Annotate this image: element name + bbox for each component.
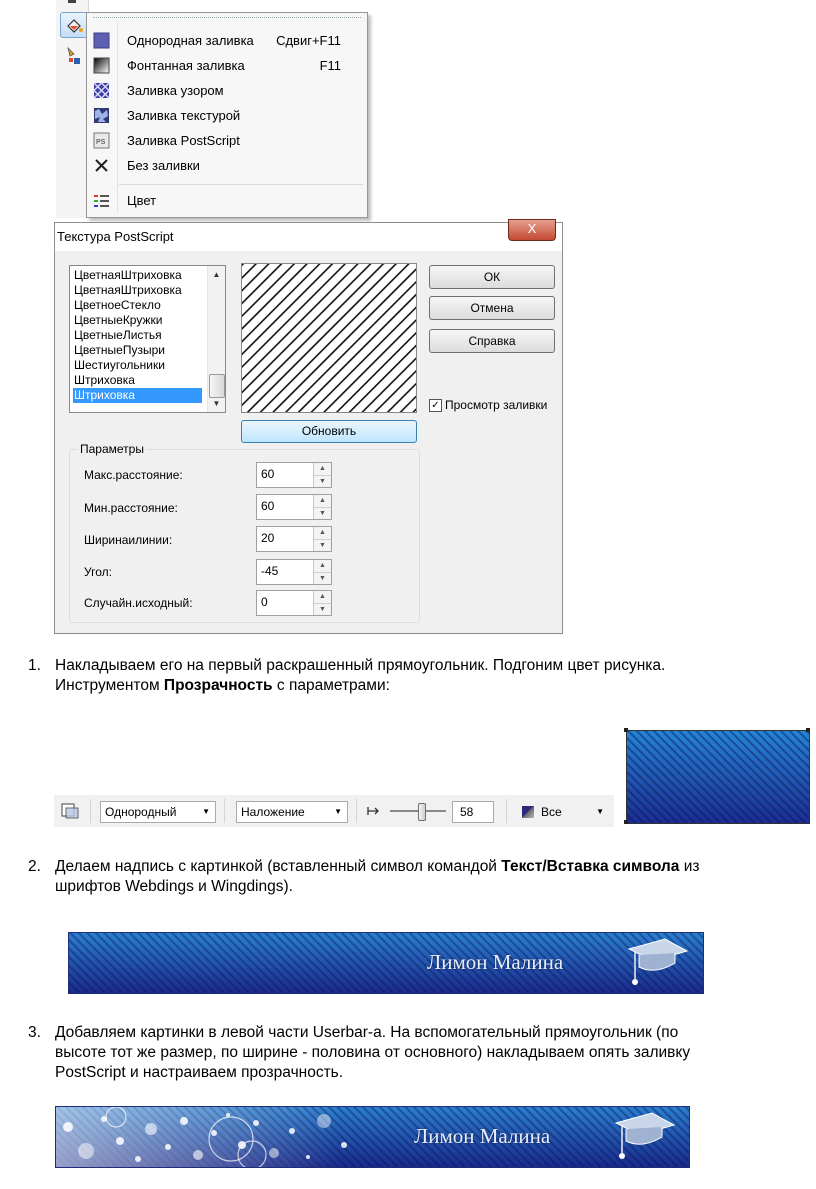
random-seed-input[interactable] — [256, 590, 332, 616]
userbar-with-bubbles — [55, 1106, 690, 1168]
input-value: 58 — [460, 805, 474, 819]
menu-item-texture-fill[interactable] — [87, 103, 367, 128]
text-run-bold: Текст/Вставка символа — [501, 858, 680, 875]
fountain-fill-icon — [93, 57, 110, 74]
menu-item-shortcut: F11 — [319, 58, 341, 73]
step-number: 1. — [28, 657, 41, 674]
preview-fill-label: Просмотр заливки — [445, 398, 548, 412]
text-run: PostScript и настраиваем прозрачность. — [55, 1064, 344, 1081]
list-item[interactable]: Шестиугольники — [74, 358, 165, 372]
dialog-titlebar — [55, 223, 562, 251]
striped-rectangle-preview[interactable] — [626, 730, 810, 824]
spin-up-icon[interactable]: ▲ — [319, 465, 326, 472]
graduation-cap-icon — [625, 935, 691, 991]
uniform-fill-icon — [93, 32, 110, 49]
step-text — [55, 1023, 816, 1083]
param-label-line-width: Ширинаилинии: — [84, 533, 173, 547]
menu-item-label: Без заливки — [127, 158, 200, 173]
scroll-up-icon[interactable]: ▲ — [212, 270, 221, 279]
text-run: высоте тот же размер, по ширине - половина от основного) накладываем опять заливку — [55, 1044, 691, 1061]
toolbar-separator — [90, 799, 91, 823]
transparency-tool-icon[interactable] — [60, 802, 80, 820]
list-item-selected[interactable]: Штриховка — [73, 388, 202, 403]
spin-value: 20 — [261, 531, 275, 545]
parameters-group — [69, 442, 420, 623]
userbar-text: Лимон Малина — [427, 950, 564, 974]
text-run: шрифтов Webdings и Wingdings). — [55, 878, 293, 895]
list-item[interactable]: ЦветныеКружки — [74, 313, 163, 327]
transparency-value-input[interactable] — [452, 801, 494, 823]
help-button[interactable]: Справка — [429, 329, 555, 353]
userbar-text: Лимон Малина — [414, 1124, 551, 1148]
selection-handle[interactable] — [624, 728, 628, 732]
texture-listbox[interactable] — [69, 265, 226, 413]
step-text — [55, 656, 816, 696]
chevron-down-icon: ▼ — [334, 807, 342, 816]
spin-value: -45 — [261, 564, 279, 578]
parameters-title: Параметры — [80, 442, 144, 456]
spin-buttons[interactable] — [313, 495, 331, 519]
menu-item-label: Заливка текстурой — [127, 108, 241, 123]
texture-preview — [241, 263, 417, 413]
toolbar-separator — [506, 799, 507, 823]
step-line — [55, 1063, 816, 1083]
slider-thumb[interactable] — [418, 803, 426, 821]
spin-value: 60 — [261, 499, 275, 513]
userbar-with-text — [68, 932, 704, 994]
no-fill-icon — [93, 157, 110, 174]
text-run: Делаем надпись с картинкой (вставленный символ командой — [55, 858, 502, 875]
step-text — [55, 857, 816, 897]
text-run: Добавляем картинки в левой части Userbar-а. На вспомогательный прямоугольник (по — [55, 1024, 679, 1041]
param-label-min-distance: Мин.расстояние: — [84, 501, 178, 515]
text-run: Накладываем его на первый раскрашенный прямоугольник. Подгоним цвет рисунка. — [55, 657, 666, 674]
list-item[interactable]: ЦветноеСтекло — [74, 298, 161, 312]
list-item[interactable]: ЦветнаяШтриховка — [74, 268, 182, 282]
postscript-fill-icon — [93, 132, 110, 149]
list-scrollbar[interactable] — [207, 266, 225, 412]
striped-rectangle-image — [627, 731, 809, 823]
spin-up-icon[interactable]: ▲ — [319, 593, 326, 600]
text-run: Инструментом — [55, 677, 164, 694]
list-item[interactable]: Штриховка — [74, 373, 135, 387]
ok-button[interactable]: ОК — [429, 265, 555, 289]
menu-item-color[interactable] — [87, 188, 367, 213]
selection-handle[interactable] — [624, 820, 628, 824]
fill-flyout-menu — [86, 12, 368, 218]
menu-item-postscript-fill[interactable] — [87, 128, 367, 153]
select-value: Наложение — [241, 805, 305, 819]
start-transparency-icon — [366, 803, 382, 819]
close-button[interactable] — [508, 219, 556, 241]
dialog-title: Текстура PostScript — [57, 229, 174, 244]
cancel-button[interactable]: Отмена — [429, 296, 555, 320]
transparency-mode-select[interactable] — [236, 801, 348, 823]
line-width-input[interactable] — [256, 526, 332, 552]
color-palette-icon — [93, 192, 110, 209]
menu-item-fountain-fill[interactable] — [87, 53, 367, 78]
spin-buttons[interactable] — [313, 463, 331, 487]
param-label-max-distance: Макс.расстояние: — [84, 468, 183, 482]
scroll-down-icon[interactable]: ▼ — [212, 399, 221, 408]
step-number: 3. — [28, 1024, 41, 1041]
menu-item-label: Заливка узором — [127, 83, 224, 98]
spin-down-icon[interactable]: ▼ — [314, 507, 331, 520]
text-run: с параметрами: — [272, 677, 390, 694]
hatch-preview-image — [242, 264, 416, 412]
menu-item-pattern-fill[interactable] — [87, 78, 367, 103]
pattern-fill-icon — [93, 82, 110, 99]
step-line — [55, 877, 816, 897]
spin-up-icon[interactable]: ▲ — [319, 497, 326, 504]
select-value: Все — [541, 805, 562, 819]
close-icon: X — [527, 221, 537, 236]
menu-item-no-fill[interactable] — [87, 153, 367, 178]
step-number: 2. — [28, 858, 41, 875]
target-all-icon — [521, 805, 535, 819]
transparency-slider[interactable] — [390, 801, 446, 821]
interactive-fill-tool[interactable] — [60, 44, 86, 68]
max-distance-input[interactable] — [256, 462, 332, 488]
menu-separator — [119, 184, 363, 185]
spin-down-icon[interactable]: ▼ — [314, 475, 331, 488]
list-item[interactable]: ЦветныеЛистья — [74, 328, 162, 342]
chevron-down-icon: ▼ — [202, 807, 210, 816]
step-line — [55, 676, 816, 696]
texture-fill-icon — [93, 107, 110, 124]
spin-value: 0 — [261, 595, 268, 609]
menu-item-label: Фонтанная заливка — [127, 58, 245, 73]
step-line — [55, 1023, 816, 1043]
paint-bucket-icon — [61, 13, 87, 37]
step-line — [55, 857, 816, 877]
toolbar-separator — [224, 799, 225, 823]
preview-fill-checkbox[interactable]: ✓ — [429, 399, 442, 412]
text-run-bold: Прозрачность — [163, 677, 273, 694]
select-value: Однородный — [105, 805, 177, 819]
list-item[interactable]: ЦветныеПузыри — [74, 343, 165, 357]
spin-down-icon[interactable]: ▼ — [314, 572, 331, 585]
menu-item-uniform-fill[interactable] — [87, 28, 367, 53]
userbar-background — [69, 933, 703, 993]
menu-grip — [93, 17, 361, 18]
angle-input[interactable] — [256, 559, 332, 585]
chevron-down-icon: ▼ — [596, 807, 604, 816]
spin-buttons[interactable] — [313, 560, 331, 584]
spin-value: 60 — [261, 467, 275, 481]
userbar-bubbles-background — [56, 1107, 689, 1167]
spin-down-icon[interactable]: ▼ — [314, 603, 331, 616]
toolbox-strip — [56, 0, 89, 218]
menu-item-shortcut: Сдвиг+F11 — [276, 33, 341, 48]
spin-buttons[interactable] — [313, 527, 331, 551]
param-label-angle: Угол: — [84, 565, 112, 579]
step-line — [55, 1043, 816, 1063]
menu-item-label: Однородная заливка — [127, 33, 254, 48]
menu-item-label: Цвет — [127, 193, 157, 208]
list-item[interactable]: ЦветнаяШтриховка — [74, 283, 182, 297]
spin-down-icon[interactable]: ▼ — [314, 539, 331, 552]
step-line — [55, 656, 816, 676]
refresh-button[interactable]: Обновить — [241, 420, 417, 443]
svg-text:PS: PS — [96, 139, 106, 146]
text-run: из — [679, 858, 700, 875]
spin-buttons[interactable] — [313, 591, 331, 615]
transparency-target-select[interactable] — [516, 801, 610, 823]
interactive-fill-icon — [60, 44, 86, 68]
min-distance-input[interactable] — [256, 494, 332, 520]
fill-tool-button[interactable] — [60, 12, 88, 38]
transparency-type-select[interactable] — [100, 801, 216, 823]
param-label-random-seed: Случайн.исходный: — [84, 596, 193, 610]
transparency-property-bar — [54, 795, 614, 827]
spin-up-icon[interactable]: ▲ — [319, 562, 326, 569]
graduation-cap-icon — [612, 1109, 678, 1165]
postscript-texture-dialog — [54, 222, 563, 634]
selection-handle[interactable] — [806, 728, 810, 732]
toolbar-separator — [356, 799, 357, 823]
menu-item-label: Заливка PostScript — [127, 133, 240, 148]
spin-up-icon[interactable]: ▲ — [319, 529, 326, 536]
